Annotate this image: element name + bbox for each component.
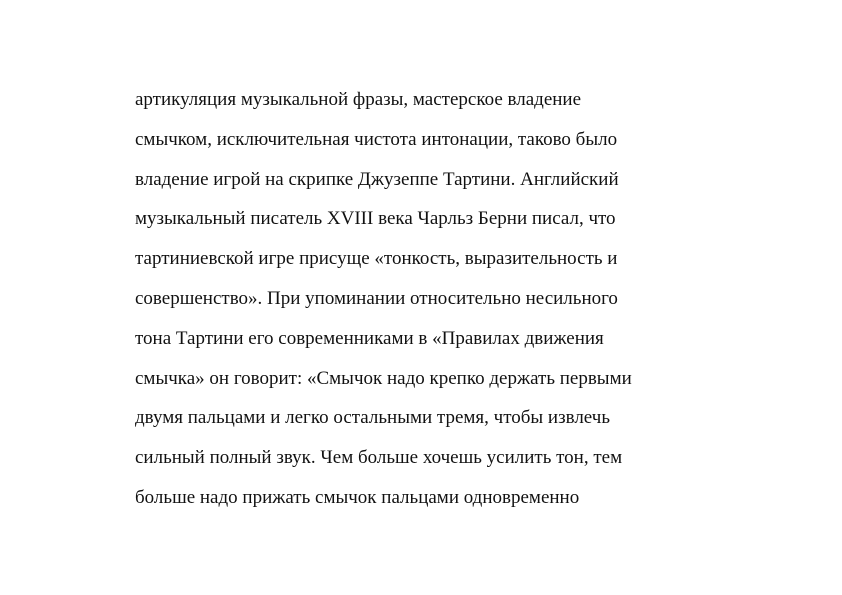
text-line-1: артикуляция музыкальной фразы, мастерское владение xyxy=(135,89,582,110)
text-line-5: тартиниевской игре присуще «тонкость, выразительность и xyxy=(135,248,618,270)
text-line-8: смычка» он говорит: «Смычок надо крепко держать первыми xyxy=(135,367,632,389)
text-line-2: смычком, исключительная чистота интонации, таково было xyxy=(135,128,618,150)
text-line-10: сильный полный звук. Чем больше хочешь усилить тон, тем xyxy=(135,447,623,469)
text-line-4: музыкальный писатель XVIII века Чарльз Берни писал, что xyxy=(135,208,616,230)
text-line-11: больше надо прижать смычок пальцами одновременно xyxy=(135,486,580,508)
text-line-7: тона Тартини его современниками в «Правилах движения xyxy=(135,327,604,349)
text-line-3: владение игрой на скрипке Джузеппе Тартини. Английский xyxy=(135,168,619,190)
text-line-6: совершенство». При упоминании относительно несильного xyxy=(135,287,618,309)
text-line-9: двумя пальцами и легко остальными тремя, чтобы извлечь xyxy=(135,407,610,429)
body-paragraph xyxy=(135,80,795,518)
